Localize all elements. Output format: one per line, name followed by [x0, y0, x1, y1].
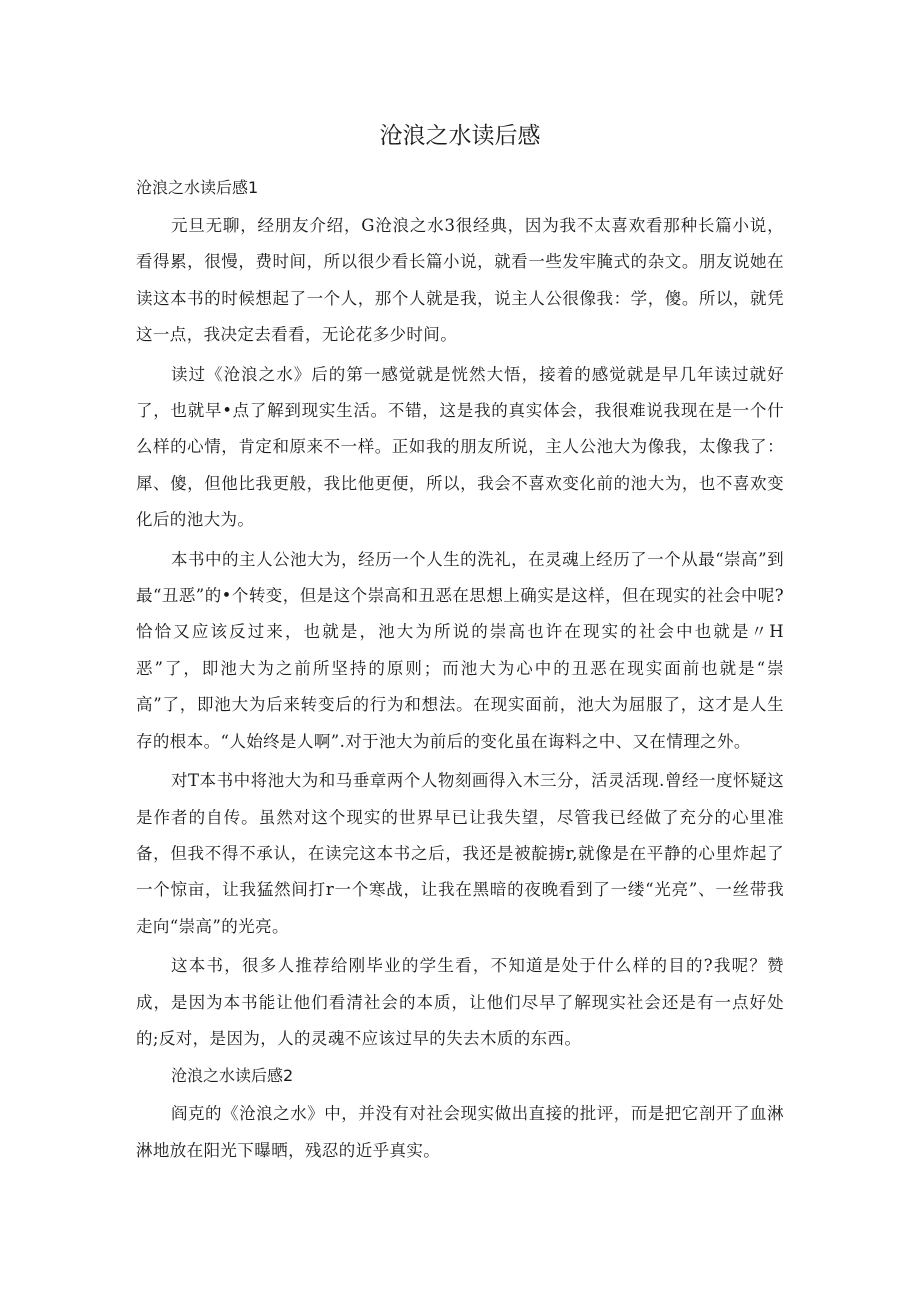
paragraph: 阎克的《沧浪之水》中，并没有对社会现实做出直接的批评，而是把它剖开了血淋淋地放在阳光下曝晒，残忍的近乎真实。: [136, 1104, 784, 1160]
paragraph: 本书中的主人公池大为，经历一个人生的洗礼，在灵魂上经历了一个从最“崇高”到最“丑恶”的•个转变，但是这个崇高和丑恶在思想上确实是这样，但在现实的社会中呢?恰恰又应该反过来，也就是，池大为所说的崇高也许在现实的社会中也就是〃H恶”了，即池大为之前所坚持的原则；而池大为心中的丑恶在现实面前也就是“崇高”了，即池大为后来转变后的行为和想法。在现实面前，池大为屈服了，这才是人生存的根本。“人始终是人啊”.对于池大为前后的变化虽在诲料之中、又在情理之外。: [136, 549, 784, 751]
paragraph: 对T本书中将池大为和马垂章两个人物刻画得入木三分，活灵活现.曾经一度怀疑这是作者的自传。虽然对这个现实的世界早已让我失望，尽管我已经做了充分的心里准备，但我不得不承认，在读完这本书之后，我还是被靛掳r,就像是在平静的心里炸起了一个惊亩，让我猛然间打r一个寒战，让我在黑暗的夜晚看到了一缕“光亮”、一丝带我走向“崇高”的光亮。: [136, 771, 784, 936]
section-heading: 沧浪之水读后感2: [171, 1066, 294, 1086]
paragraph: 这本书，很多人推荐给刚毕业的学生看，不知道是处于什么样的目的?我呢？赞成，是因为本书能让他们看清社会的本质，让他们尽早了解现实社会还是有一点好处的;反对，是因为，人的灵魂不应该过早的失去木质的东西。: [136, 956, 784, 1048]
essay-section-1: [136, 172, 784, 1057]
section-heading: 沧浪之水读后感1: [136, 178, 259, 197]
essay-section-2: [136, 1060, 784, 1169]
paragraph: 元旦无聊，经朋友介绍，G沧浪之水3很经典，因为我不太喜欢看那种长篇小说，看得累，很慢，费时间，所以很少看长篇小说，就看一些发牢腌式的杂文。朋友说她在读这本书的时候想起了一个人，那个人就是我，说主人公很像我：学，傻。所以，就凭这一点，我决定去看看，无论花多少时间。: [136, 216, 784, 345]
paragraph: 读过《沧浪之水》后的第一感觉就是恍然大悟，接着的感觉就是早几年读过就好了，也就早•点了解到现实生活。不错，这是我的真实体会，我很难说我现在是一个什么样的心情，肯定和原来不一样。正如我的朋友所说，主人公池大为像我，太像我了：犀、傻，但他比我更般，我比他更便，所以，我会不喜欢变化前的池大为，也不喜欢变化后的池大为。: [136, 364, 784, 530]
document-title: 沧浪之水读后感: [379, 123, 541, 149]
document-body: [136, 172, 784, 1172]
